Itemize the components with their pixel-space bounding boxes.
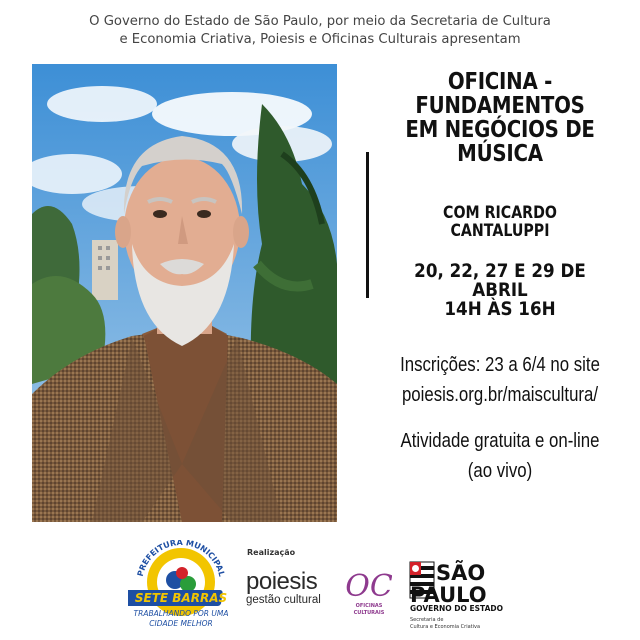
title-line: EM NEGÓCIOS DE <box>405 117 595 143</box>
intro-line-1: O Governo do Estado de São Paulo, por meio da Secretaria de Cultura <box>89 14 551 29</box>
sp-line-4: Secretaria de <box>410 617 444 623</box>
oficinas-line-2: CULTURAIS <box>353 610 385 616</box>
oficinas-culturais-logo <box>346 560 392 628</box>
registration-info <box>394 350 606 410</box>
sete-barras-slogan-1: TRABALHANDO POR UMA <box>133 609 229 618</box>
title-line: FUNDAMENTOS <box>415 93 585 119</box>
dates-line: 20, 22, 27 E 29 DE <box>414 260 586 282</box>
registration-link[interactable]: poiesis.org.br/maiscultura/ <box>401 384 599 406</box>
sete-barras-logo <box>128 540 234 632</box>
poiesis-subtitle: gestão cultural <box>246 594 321 606</box>
workshop-title <box>395 70 605 166</box>
sao-paulo-government-logo <box>408 558 504 632</box>
portrait-photo <box>32 64 337 522</box>
vertical-divider <box>366 152 369 298</box>
sete-barras-name: SETE BARRAS <box>134 591 228 605</box>
dates-line: ABRIL <box>472 279 528 301</box>
oficinas-mark: OC <box>346 569 392 604</box>
sete-barras-slogan-2: CIDADE MELHOR <box>149 619 213 628</box>
registration-dates: Inscrições: 23 a 6/4 no site <box>400 354 600 376</box>
sp-line-5: Cultura e Economia Criativa <box>410 624 481 630</box>
instructor-line: COM RICARDO <box>443 203 557 222</box>
title-line: OFICINA - <box>447 69 553 95</box>
logos-footer <box>0 540 640 640</box>
intro-text <box>0 13 640 49</box>
event-dates <box>393 262 608 319</box>
free-line: Atividade gratuita e on-line <box>400 430 600 452</box>
poiesis-logo <box>246 570 330 606</box>
sp-line-3: GOVERNO DO ESTADO <box>410 604 503 613</box>
live-line: (ao vivo) <box>467 460 533 482</box>
poiesis-wordmark: poiesis <box>246 568 318 595</box>
sp-line-1: SÃO <box>436 561 486 585</box>
instructor-name <box>395 204 605 240</box>
sete-barras-arc-text: PREFEITURA MUNICIPAL <box>135 540 227 578</box>
time-line: 14H ÀS 16H <box>444 298 556 320</box>
oficinas-line-1: OFICINAS <box>355 603 383 609</box>
instructor-line: CANTALUPPI <box>450 221 550 240</box>
realizacao-label: Realização <box>247 548 296 557</box>
intro-line-2: e Economia Criativa, Poiesis e Oficinas Culturais apresentam <box>119 32 521 47</box>
sp-line-2: PAULO <box>410 583 487 607</box>
free-activity-note <box>394 426 606 486</box>
title-line: MÚSICA <box>457 141 543 167</box>
